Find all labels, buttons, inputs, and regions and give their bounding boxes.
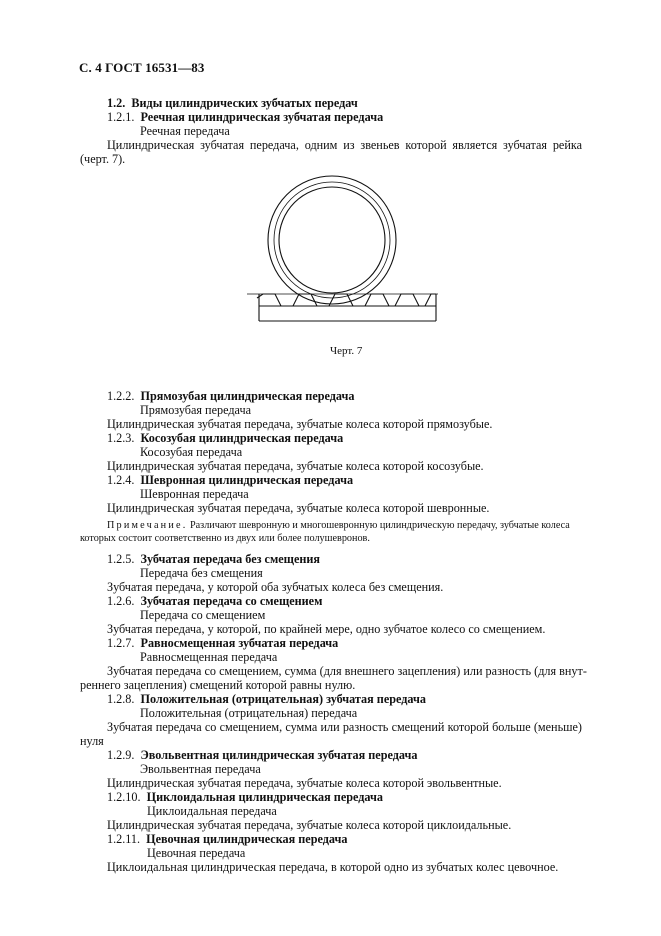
gear-pitch-circle: [274, 182, 390, 298]
term-title: Положительная (отрицательная) зубчатая передача: [140, 692, 426, 706]
term-short: Передача без смещения: [140, 566, 263, 580]
note-line: [107, 519, 570, 532]
term-definition: Цилиндрическая зубчатая передача, одним из звеньев которой является зубчатая рейка: [107, 138, 582, 152]
term-title: Зубчатая передача со смещением: [140, 594, 323, 608]
term-heading: [107, 473, 353, 487]
term-title: Эвольвентная цилиндрическая зубчатая передача: [140, 748, 418, 762]
term-number: 1.2.3.: [107, 431, 135, 445]
section-number: 1.2.: [107, 96, 126, 110]
term-title: Реечная цилиндрическая зубчатая передача: [140, 110, 384, 124]
term-definition: Цилиндрическая зубчатая передача, зубчатые колеса которой шевронные.: [107, 501, 490, 515]
term-short: Реечная передача: [140, 124, 230, 138]
term-heading: [107, 636, 338, 650]
section-heading: [107, 96, 358, 110]
figure-caption: Черт. 7: [330, 345, 363, 357]
term-number: 1.2.1.: [107, 110, 135, 124]
term-number: 1.2.5.: [107, 552, 135, 566]
term-short: Эвольвентная передача: [140, 762, 261, 776]
note-line-cont: которых состоит соответственно из двух или более полушевронов.: [80, 533, 370, 544]
term-number: 1.2.4.: [107, 473, 135, 487]
term-short: Циклоидальная передача: [147, 804, 277, 818]
gear-rack-drawing: [245, 175, 445, 335]
term-heading: [107, 552, 320, 566]
term-short: Положительная (отрицательная) передача: [140, 706, 358, 720]
term-number: 1.2.7.: [107, 636, 135, 650]
page-header: С. 4 ГОСТ 16531—83: [79, 60, 205, 75]
term-definition: Цилиндрическая зубчатая передача, зубчатые колеса которой циклоидальные.: [107, 818, 512, 832]
term-short: Шевронная передача: [140, 487, 249, 501]
term-definition: Зубчатая передача со смещением, сумма (для внешнего зацепления) или разность (для внут-: [107, 664, 587, 678]
gear-outer-circle: [268, 176, 396, 304]
term-title: Косозубая цилиндрическая передача: [140, 431, 344, 445]
term-definition: Зубчатая передача, у которой, по крайней мере, одно зубчатое колесо со смещением.: [107, 622, 546, 636]
term-heading: [107, 748, 417, 762]
term-heading: [107, 790, 383, 804]
term-short: Цевочная передача: [147, 846, 246, 860]
section-title: Виды цилиндрических зубчатых передач: [131, 96, 358, 110]
term-number: 1.2.8.: [107, 692, 135, 706]
term-definition-cont: нуля: [80, 734, 104, 748]
term-number: 1.2.10.: [107, 790, 141, 804]
term-title: Шевронная цилиндрическая передача: [140, 473, 354, 487]
term-definition: Циклоидальная цилиндрическая передача, в которой одно из зубчатых колес цевочное.: [107, 860, 559, 874]
term-number: 1.2.2.: [107, 389, 135, 403]
term-definition: Зубчатая передача со смещением, сумма или разность смещений которой больше (меньше): [107, 720, 582, 734]
note-label: Примечание.: [107, 520, 188, 531]
term-definition: Цилиндрическая зубчатая передача, зубчатые колеса которой эвольвентные.: [107, 776, 502, 790]
term-definition: Цилиндрическая зубчатая передача, зубчатые колеса которой косозубые.: [107, 459, 484, 473]
term-heading: [107, 389, 355, 403]
term-heading: [107, 110, 383, 124]
term-heading: [107, 832, 347, 846]
term-short: Косозубая передача: [140, 445, 243, 459]
term-definition: Зубчатая передача, у которой оба зубчатых колеса без смещения.: [107, 580, 444, 594]
term-short: Равносмещенная передача: [140, 650, 278, 664]
term-definition-cont: реннего зацепления) смещений которой равны нулю.: [80, 678, 356, 692]
term-number: 1.2.9.: [107, 748, 135, 762]
term-number: 1.2.6.: [107, 594, 135, 608]
term-title: Циклоидальная цилиндрическая передача: [146, 790, 383, 804]
term-heading: [107, 692, 426, 706]
term-heading: [107, 431, 343, 445]
term-title: Цевочная цилиндрическая передача: [146, 832, 348, 846]
term-title: Зубчатая передача без смещения: [140, 552, 321, 566]
gear-root-circle: [279, 187, 385, 293]
term-title: Равносмещенная зубчатая передача: [140, 636, 339, 650]
term-definition-cont: (черт. 7).: [80, 152, 126, 166]
term-title: Прямозубая цилиндрическая передача: [140, 389, 355, 403]
term-short: Прямозубая передача: [140, 403, 251, 417]
note-text: Различают шевронную и многошевронную цилиндрическую передачу, зубчатые колеса: [189, 520, 570, 531]
term-number: 1.2.11.: [107, 832, 141, 846]
term-short: Передача со смещением: [140, 608, 266, 622]
term-definition: Цилиндрическая зубчатая передача, зубчатые колеса которой прямозубые.: [107, 417, 493, 431]
term-heading: [107, 594, 322, 608]
